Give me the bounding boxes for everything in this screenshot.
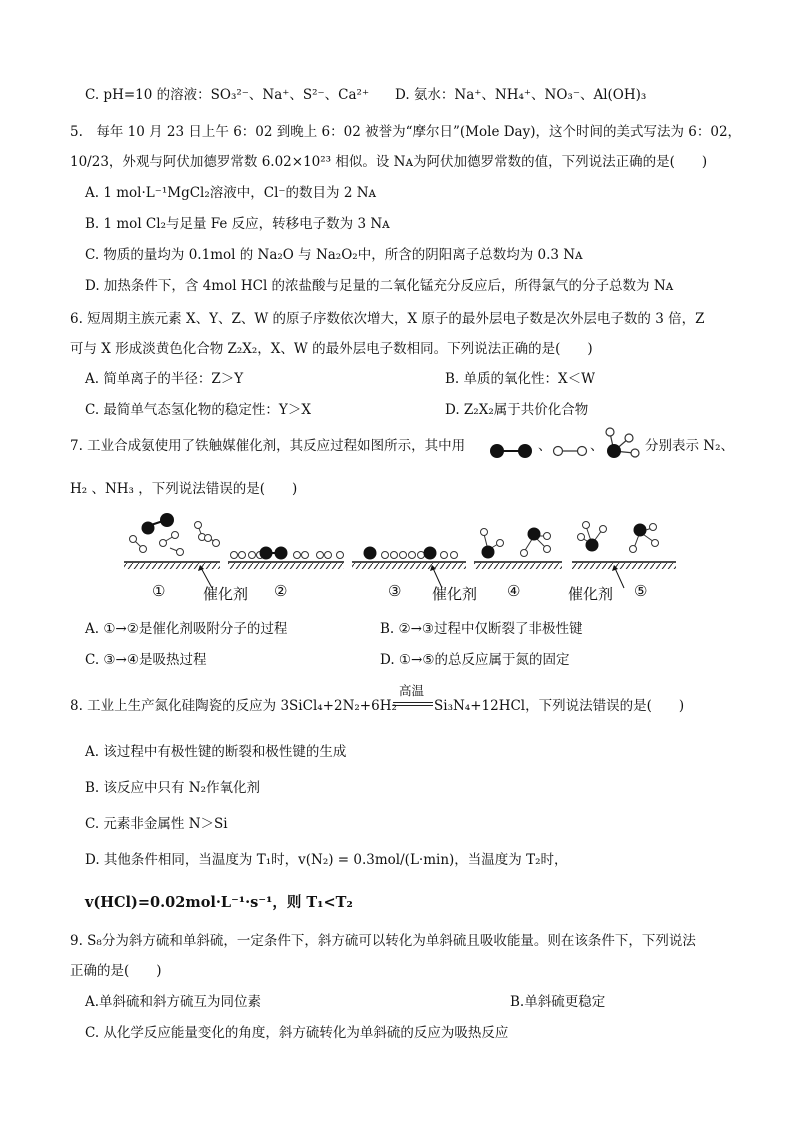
q9-option-c: C. 从化学反应能量变化的角度，斜方硫转化为单斜硫的反应为吸热反应 (85, 1025, 509, 1041)
q9-stem-2: 正确的是( ) (70, 963, 162, 979)
catalyst-surface-1 (124, 562, 220, 569)
q5-option-c: C. 物质的量均为 0.1mol 的 Na₂O 与 Na₂O₂中，所含的阴阳离子总数均为 0.3 Nᴀ (85, 247, 583, 263)
q7-option-d: D. ①→⑤的总反应属于氮的固定 (380, 652, 570, 668)
q9-stem-1: 9. S₈分为斜方硫和单斜硫，一定条件下，斜方硫可以转化为单斜硫且吸收能量。则在该条件下，下列说法 (70, 933, 696, 949)
q6-stem-2: 可与 X 形成淡黄色化合物 Z₂X₂，X、W 的最外层电子数相同。下列说法正确的是( ) (70, 341, 593, 357)
n2-legend-icon (487, 436, 537, 460)
q6-option-d: D. Z₂X₂属于共价化合物 (445, 402, 589, 418)
stage5-molecules (578, 522, 659, 553)
catalyst-surface-4 (474, 562, 562, 569)
q5-stem-2: 10/23，外观与阿伏加德罗常数 6.02×10²³ 相似。设 Nᴀ为阿伏加德罗常数的值，下列说法正确的是( ) (70, 154, 708, 170)
q8-option-d: D. 其他条件相同，当温度为 T₁时，v(N₂) = 0.3mol/(L·min)，当温度为 T₂时， (85, 852, 568, 868)
q8-option-b: B. 该反应中只有 N₂作氧化剂 (85, 780, 261, 796)
catalyst-label-1: 催化剂 (203, 585, 249, 603)
q7-separator-1: 、 (538, 438, 552, 454)
catalyst-surface-5 (572, 562, 676, 569)
q8-stem-part-2: Si₃N₄+12HCl，下列说法错误的是( ) (434, 698, 685, 714)
q5-option-a: A. 1 mol·L⁻¹MgCl₂溶液中，Cl⁻的数目为 2 Nᴀ (85, 185, 377, 201)
stage2-molecules (231, 547, 344, 560)
q4-option-d: D. 氨水：Na⁺、NH₄⁺、NO₃⁻、Al(OH)₃ (395, 87, 647, 103)
q5-stem-1: 5. 每年 10 月 23 日上午 6：02 到晚上 6：02 被誉为“摩尔日”(Mole Day)，这个时间的美式写法为 6：02， (70, 124, 742, 140)
q8-option-c: C. 元素非金属性 N＞Si (85, 816, 228, 832)
q8-stem-part-1: 8. 工业上生产氮化硅陶瓷的反应为 3SiCl₄+2N₂+6H₂ (70, 698, 397, 714)
catalyst-surface-3 (352, 562, 466, 569)
q7-option-c: C. ③→④是吸热过程 (85, 652, 207, 668)
q8-option-d-continued: v(HCl)=0.02mol·L⁻¹·s⁻¹，则 T₁<T₂ (85, 894, 353, 911)
q6-option-c: C. 最简单气态氢化物的稳定性：Y＞X (85, 402, 311, 418)
q5-option-d: D. 加热条件下，含 4mol HCl 的浓盐酸与足量的二氧化锰充分反应后，所得氯气的分子总数为 Nᴀ (85, 278, 674, 294)
stage-label-4: ④ (507, 582, 521, 600)
q7-stem-1: 7. 工业合成氨使用了铁触媒催化剂，其反应过程如图所示，其中用 (70, 438, 466, 454)
q4-option-c: C. pH=10 的溶液：SO₃²⁻、Na⁺、S²⁻、Ca²⁺ (85, 87, 370, 103)
stage-label-2: ② (274, 582, 288, 600)
q7-stem-2: H₂ 、NH₃ ，下列说法错误的是( ) (70, 481, 298, 497)
q6-option-b: B. 单质的氧化性：X＜W (445, 371, 595, 387)
stage-label-5: ⑤ (634, 582, 648, 600)
q6-stem-1: 6. 短周期主族元素 X、Y、Z、W 的原子序数依次增大，X 原子的最外层电子数是次外层电子数的 3 倍，Z (70, 311, 705, 327)
q7-separator-2: 、 (590, 438, 604, 454)
catalyst-surface-2 (228, 562, 344, 569)
stage-label-1: ① (152, 582, 166, 600)
reaction-equals-bar-bottom (393, 705, 433, 706)
reaction-condition: 高温 (399, 683, 425, 698)
catalyst-label-2: 催化剂 (432, 585, 478, 603)
reaction-equals-bar-top (393, 702, 433, 703)
q7-option-b: B. ②→③过程中仅断裂了非极性键 (380, 621, 583, 637)
q8-option-a: A. 该过程中有极性键的断裂和极性键的生成 (85, 744, 347, 760)
stage4-molecules (481, 528, 551, 559)
catalyst-label-3: 催化剂 (568, 585, 614, 603)
h2-legend-icon (551, 440, 589, 460)
stage-label-3: ③ (388, 582, 402, 600)
stage3-molecules (364, 547, 458, 560)
q5-option-b: B. 1 mol Cl₂与足量 Fe 反应，转移电子数为 3 Nᴀ (85, 216, 390, 232)
q6-option-a: A. 简单离子的半径：Z＞Y (85, 371, 244, 387)
q9-option-b: B.单斜硫更稳定 (510, 994, 606, 1010)
q9-option-a: A.单斜硫和斜方硫互为同位素 (85, 994, 262, 1010)
q7-option-a: A. ①→②是催化剂吸附分子的过程 (85, 621, 288, 637)
nh3-legend-icon (602, 425, 642, 461)
stage1-molecules (130, 513, 220, 556)
q7-stem-legend-text: 分别表示 N₂、 (645, 438, 735, 454)
